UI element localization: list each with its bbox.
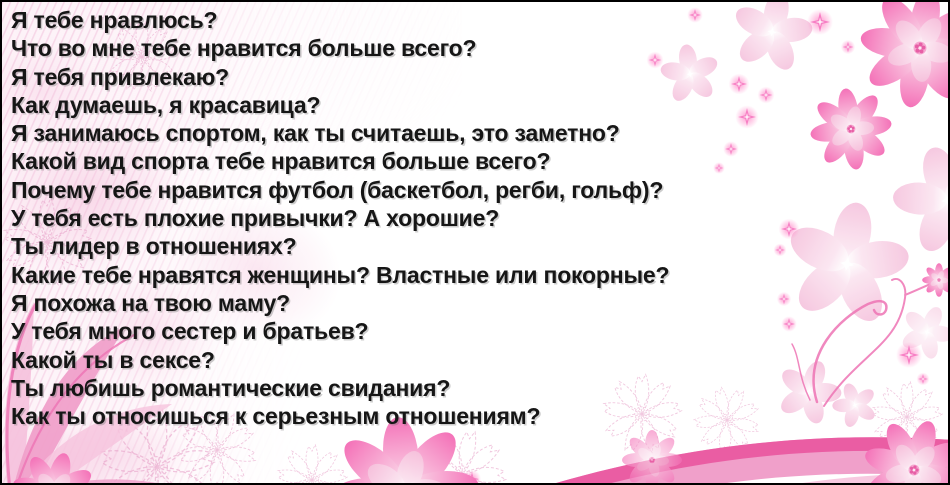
sparkle-icon xyxy=(781,316,797,332)
question-line: Я занимаюсь спортом, как ты считаешь, это заметно? xyxy=(11,120,620,147)
question-line: Ты лидер в отношениях? xyxy=(11,233,297,260)
cherry-blossom-flower xyxy=(766,350,851,433)
question-line: Ты любишь романтические свидания? xyxy=(11,374,451,401)
questions-list xyxy=(11,6,751,430)
sparkle-icon xyxy=(779,219,800,240)
question-line: Как думаешь, я красавица? xyxy=(11,91,321,118)
fluffy-pink-flower xyxy=(805,83,897,175)
question-line: У тебя много сестер и братьев? xyxy=(11,318,369,345)
question-line: Какой ты в сексе? xyxy=(11,346,215,373)
question-line: Я похожа на твою маму? xyxy=(11,289,290,316)
question-line: Какие тебе нравятся женщины? Властные или покорные? xyxy=(11,261,670,288)
fluffy-pink-flower xyxy=(922,263,948,297)
sparkle-icon xyxy=(807,9,833,35)
question-line: Как ты относишься к серьезным отношениям? xyxy=(11,403,541,430)
question-line: Я тебя привлекаю? xyxy=(11,63,229,90)
sparkle-icon xyxy=(777,292,791,306)
sparkle-icon xyxy=(774,244,787,257)
question-line: Я тебе нравлюсь? xyxy=(11,7,218,33)
cherry-blossom-flower xyxy=(773,192,922,336)
fluffy-pink-flower xyxy=(622,430,682,483)
sparkle-icon xyxy=(917,373,930,386)
question-line: Что во мне тебе нравится больше всего? xyxy=(11,35,477,62)
sparkle-icon xyxy=(841,40,855,54)
question-line: У тебя есть плохие привычки? А хорошие? xyxy=(11,205,500,232)
question-line: Почему тебе нравится футбол (баскетбол, регби, гольф)? xyxy=(11,176,664,203)
sparkle-icon xyxy=(896,342,922,368)
question-line: Какой вид спорта тебе нравится больше всего? xyxy=(11,148,551,175)
sparkle-icon xyxy=(758,87,775,104)
cherry-blossom-flower xyxy=(825,376,885,434)
